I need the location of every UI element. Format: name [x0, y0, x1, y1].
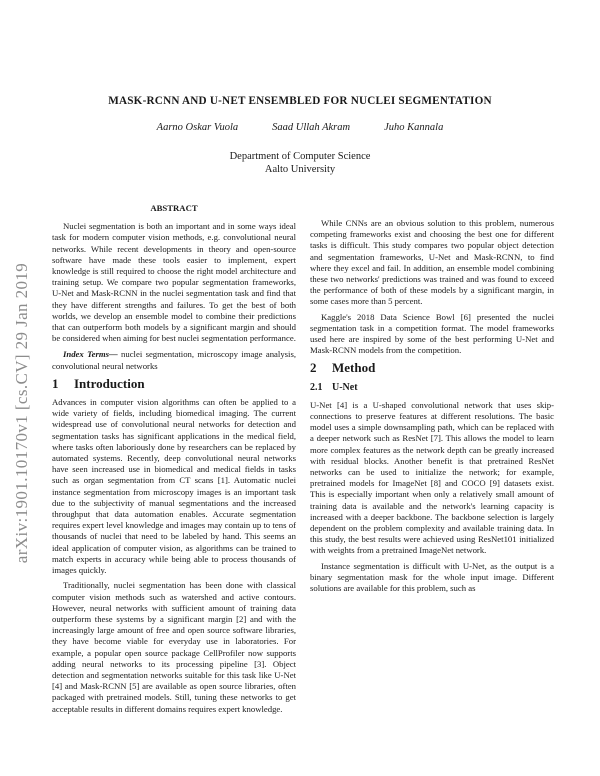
section-heading-method: [310, 360, 554, 376]
intro-paragraph-3: While CNNs are an obvious solution to this problem, numerous competing frameworks exist and choosing the best one for different tasks is difficult. This study compares two popular object detection and segmentation frameworks, U-Net and Mask-RCNN, to find where they excel and fail. In addition, an ensemble model combining these two networks' predictions was trained and was found to exceed the performance of both of these models by a significant margin, in some cases more than 5 percent.: [310, 218, 554, 307]
section-number: 2: [310, 360, 317, 376]
abstract-heading: ABSTRACT: [150, 203, 198, 213]
department: Department of Computer Science: [229, 151, 371, 162]
arxiv-watermark: [4, 218, 40, 608]
method-paragraph-1: U-Net [4] is a U-shaped convolutional network that uses skip-connections to preserve features at different resolutions. The basic model uses a simple downsampling path, which can be replaced with a deeper network such as ResNet [7]. This allows the model to learn more complex features as the network depth can be greatly increased with residual blocks. Another benefit is that pretrained ResNet networks can be used to initialize the network; for example, pretrained models for ImageNet [8] and COCO [9] datasets exist. This is especially important when only a relatively small amount of training data is available and the network's learning capacity is increased with a deeper backbone. The backbone selection is largely dependent on the problem complexity and available training data. In this study, the best results were achieved using ResNet101 initialized with weights from a pretrained ImageNet network.: [310, 399, 554, 556]
left-column: [52, 203, 296, 715]
subsection-number: 2.1: [310, 381, 323, 393]
arxiv-id: arXiv:1901.10170v1 [cs.CV] 29 Jan 2019: [12, 262, 31, 564]
author-list: [50, 122, 550, 133]
method-paragraph-2: Instance segmentation is difficult with U-Net, as the output is a binary segmentation mask for the whole input image. Different solutions are available for this problem, such as: [310, 560, 554, 594]
section-title: Introduction: [74, 375, 145, 391]
subsection-title: U-Net: [332, 381, 358, 393]
abstract-text: Nuclei segmentation is both an important and in some ways ideal task for modern computer vision methods, e.g. convolutional neural networks. While recent developments in theory and open-source software have made these tools easier to implement, expert knowledge is still required to choose the right model architecture and training setup. We compare two popular segmentation frameworks, U-Net and Mask-RCNN in the nuclei segmentation task and find that they have different strengths and failures. To get the best of both worlds, we develop an ensemble model to combine their predictions that can outperform both models by a significant margin and should be considered when aiming for best nuclei segmentation performance.: [52, 221, 296, 344]
university: Aalto University: [264, 164, 336, 175]
index-terms-text: nuclei segmentation, microscopy image analysis, convolutional neural networks: [52, 349, 297, 371]
index-terms: [52, 349, 296, 371]
right-column: [310, 214, 554, 594]
paper-title: MASK-RCNN AND U-NET ENSEMBLED FOR NUCLEI SEGMENTATION: [108, 95, 492, 107]
intro-paragraph-1: Advances in computer vision algorithms can often be applied to a wide variety of fields, including biomedical imaging. The current widespread use of convolutional neural networks for detection and segmentation tasks has significant applications in the medical field, where tasks often laboriously done by researchers can be replaced by automated systems. Recently, deep convolutional neural networks have seen increased use in biomedical and medical fields in tasks such as organ segmentation from CT scans [1]. Automatic nuclei instance segmentation from microscopy images is an important task due to the subjectivity of manual segmentations and the increased throughput that data automation enables. Accurate segmentation requires expert level knowledge and images may contain up to tens of thousands of nuclei that need to be labeled by hand. This seems an ideal application of computer vision, as algorithms can be trained to match experts in accuracy while being able to process thousands of images quickly.: [52, 397, 296, 576]
subsection-heading-unet: [310, 382, 554, 393]
section-title: Method: [332, 360, 376, 376]
intro-paragraph-2: Traditionally, nuclei segmentation has been done with classical computer vision methods such as watershed and active contours. However, neural networks with sufficient amount of training data outperform these systems by a significant margin [2] and with the increasingly large amount of free and open source software libraries, they have become viable for everyday use in laboratories. For example, a popular open source package CellProfiler now supports adding neural networks to its processing pipeline [3]. Object detection and segmentation networks suitable for this task like U-Net [4] and Mask-RCNN [5] are available as open source libraries, often packaged with pretrained models. Still, tuning these networks to get acceptable results in different domains requires expert knowledge.: [52, 580, 296, 714]
index-terms-label: Index Terms—: [63, 349, 118, 360]
author-name: Aarno Oskar Vuola: [156, 122, 239, 133]
author-name: Saad Ullah Akram: [272, 122, 351, 133]
section-heading-introduction: [52, 375, 296, 391]
intro-paragraph-4: Kaggle's 2018 Data Science Bowl [6] presented the nuclei segmentation task in a competition format. The model frameworks used here are inspired by some of the best performing U-Net and Mask-RCNN models from the competition.: [310, 311, 554, 356]
section-number: 1: [52, 375, 59, 391]
author-name: Juho Kannala: [384, 122, 444, 133]
affiliation: [50, 150, 550, 176]
